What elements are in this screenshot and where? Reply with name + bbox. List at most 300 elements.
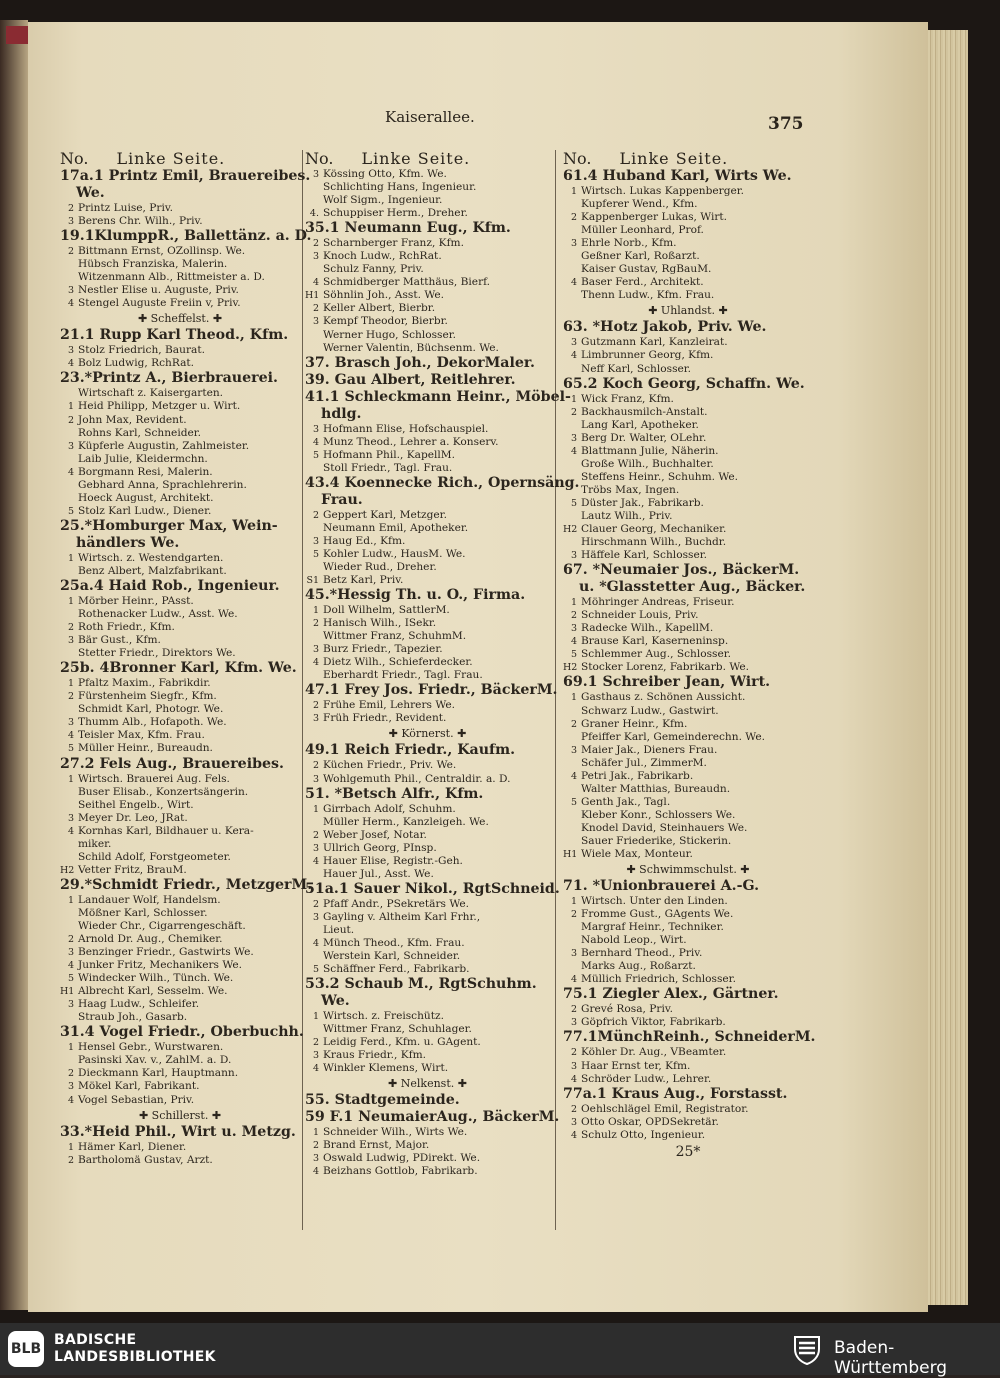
floor-number: 3 xyxy=(67,812,74,824)
floor-number: 2 xyxy=(312,829,319,841)
floor-number: 4 xyxy=(570,445,577,457)
resident-entry xyxy=(305,302,550,315)
house-entry: 61.4 Huband Karl, Wirts We. xyxy=(563,168,792,184)
floor-number: 1 xyxy=(67,401,74,413)
resident-name: Baser Ferd., Architekt. xyxy=(581,276,704,289)
resident-entry xyxy=(305,535,550,548)
resident-entry xyxy=(563,211,813,224)
floor-number: 3 xyxy=(570,948,577,960)
resident-name: Backhausmilch-Anstalt. xyxy=(581,405,708,418)
resident-entry: Wittmer Franz, SchuhmM. xyxy=(323,630,467,643)
cross-street-marker: ✚ Scheffelst. ✚ xyxy=(137,312,223,326)
floor-number: 3 xyxy=(570,432,577,444)
resident-entry: Kaiser Gustav, RgBauM. xyxy=(581,263,712,276)
resident-entry xyxy=(305,617,550,630)
resident-entry xyxy=(60,466,300,479)
resident-name: Küpferle Augustin, Zahlmeister. xyxy=(78,439,250,452)
floor-number: 5 xyxy=(312,964,319,976)
resident-entry: Lieut. xyxy=(323,923,355,936)
house-entry: 17a.1 Printz Emil, Brauereibes. xyxy=(60,168,311,184)
resident-entry: Eberhardt Friedr., Tagl. Frau. xyxy=(323,669,483,682)
column-1 xyxy=(60,149,313,1167)
floor-number: 2 xyxy=(67,691,74,703)
resident-entry xyxy=(60,690,300,703)
resident-name: Winkler Klemens, Wirt. xyxy=(323,1062,449,1075)
resident-name: Weber Josef, Notar. xyxy=(323,828,427,841)
house-entry: 41.1 Schleckmann Heinr., Möbel- xyxy=(305,388,571,405)
resident-entry xyxy=(563,1003,813,1016)
resident-entry xyxy=(60,946,300,959)
resident-entry xyxy=(563,393,813,406)
resident-entry xyxy=(60,595,300,608)
resident-entry xyxy=(305,911,550,924)
resident-name: Stolz Karl Ludw., Diener. xyxy=(78,504,212,517)
resident-name: Häffele Karl, Schlosser. xyxy=(581,549,707,562)
resident-entry xyxy=(60,552,300,565)
adjacent-page-edge xyxy=(0,20,28,1310)
resident-entry: Witzenmann Alb., Rittmeister a. D. xyxy=(78,271,265,284)
resident-entry xyxy=(563,1103,813,1116)
resident-name: Dietz Wilh., Schieferdecker. xyxy=(323,656,473,669)
resident-entry xyxy=(60,677,300,690)
house-entry: 71. *Unionbrauerei A.-G. xyxy=(563,878,760,895)
resident-entry: Nabold Leop., Wirt. xyxy=(581,934,687,947)
house-entry: 77.1MünchReinh., SchneiderM. xyxy=(563,1029,816,1046)
house-entry: 25b. 4Bronner Karl, Kfm. We. xyxy=(60,660,297,677)
floor-number: 5 xyxy=(67,973,74,985)
resident-entry xyxy=(305,712,550,725)
resident-name: Knoch Ludw., RchRat. xyxy=(323,250,442,263)
resident-name: Früh Friedr., Revident. xyxy=(323,712,447,725)
house-entry: 25a.4 Haid Rob., Ingenieur. xyxy=(60,577,280,594)
resident-entry xyxy=(305,449,550,462)
resident-entry xyxy=(563,1060,813,1073)
resident-name: Küchen Friedr., Priv. We. xyxy=(323,759,457,772)
resident-name: Bernhard Theod., Priv. xyxy=(581,947,703,960)
floor-number: 5 xyxy=(312,449,319,461)
resident-entry xyxy=(305,250,550,263)
resident-entry xyxy=(563,406,813,419)
resident-name: Hofmann Phil., KapellM. xyxy=(323,448,456,461)
resident-entry xyxy=(563,1116,813,1129)
resident-entry: Hirschmann Wilh., Buchdr. xyxy=(581,536,727,549)
resident-name: Dieckmann Karl, Hauptmann. xyxy=(78,1067,239,1080)
resident-name: John Max, Revident. xyxy=(78,413,187,426)
resident-name: Bär Gust., Kfm. xyxy=(78,634,161,647)
floor-number: 1 xyxy=(67,773,74,785)
resident-entry: Schwarz Ludw., Gastwirt. xyxy=(581,704,719,717)
resident-name: Stengel Auguste Freiin v, Priv. xyxy=(78,297,241,310)
resident-entry: Margraf Heinr., Techniker. xyxy=(581,921,724,934)
resident-name: Beizhans Gottlob, Fabrikarb. xyxy=(323,1165,478,1178)
floor-number: 4. xyxy=(309,208,319,220)
floor-number: 4 xyxy=(67,298,74,310)
resident-entry xyxy=(60,414,300,427)
resident-name: Maier Jak., Dieners Frau. xyxy=(581,743,718,756)
house-entry: 63. *Hotz Jakob, Priv. We. xyxy=(563,319,767,336)
floor-number: H2 xyxy=(60,864,75,876)
resident-name: Bittmann Ernst, OZollinsp. We. xyxy=(78,245,246,258)
resident-entry: Schlichting Hans, Ingenieur. xyxy=(323,181,477,194)
resident-entry: Wittmer Franz, Schuhlager. xyxy=(323,1023,472,1036)
resident-entry xyxy=(563,336,813,349)
floor-number: 3 xyxy=(312,1153,319,1165)
resident-entry xyxy=(305,829,550,842)
resident-entry xyxy=(305,699,550,712)
resident-entry xyxy=(305,315,550,328)
resident-entry: Marks Aug., Roßarzt. xyxy=(581,960,696,973)
resident-entry xyxy=(563,648,813,661)
resident-entry xyxy=(60,998,300,1011)
resident-entry xyxy=(60,1094,300,1107)
floor-number: 2 xyxy=(570,718,577,730)
column-side-label: Linke Seite. xyxy=(619,149,729,168)
resident-entry xyxy=(563,1016,813,1029)
floor-number: 3 xyxy=(312,423,319,435)
resident-entry xyxy=(305,963,550,976)
floor-number: H1 xyxy=(305,290,320,302)
resident-name: Bartholomä Gustav, Arzt. xyxy=(78,1153,213,1166)
floor-number: 3 xyxy=(570,623,577,635)
floor-number: 2 xyxy=(312,898,319,910)
floor-number: 4 xyxy=(570,770,577,782)
resident-name: Nestler Elise u. Auguste, Priv. xyxy=(78,284,239,297)
resident-entry xyxy=(563,1073,813,1086)
resident-entry xyxy=(305,1152,550,1165)
floor-number: 4 xyxy=(312,937,319,949)
resident-entry: Gebhard Anna, Sprachlehrerin. xyxy=(78,478,247,491)
floor-number: 2 xyxy=(570,406,577,418)
floor-number: 4 xyxy=(570,1129,577,1141)
resident-entry xyxy=(305,168,550,181)
page-stack-edge xyxy=(928,30,968,1305)
resident-entry: Große Wilh., Buchhalter. xyxy=(581,457,714,470)
resident-name: Schulz Otto, Ingenieur. xyxy=(581,1128,706,1141)
resident-entry xyxy=(60,825,300,838)
resident-entry xyxy=(60,773,300,786)
floor-number: 2 xyxy=(570,1004,577,1016)
resident-name: Frühe Emil, Lehrers We. xyxy=(323,699,455,712)
resident-name: Wirtsch. z. Westendgarten. xyxy=(78,551,224,564)
house-entry-continuation: We. xyxy=(321,993,350,1010)
resident-entry: Sauer Friederike, Stickerin. xyxy=(581,834,732,847)
floor-number: 2 xyxy=(312,303,319,315)
house-entry-continuation: hdlg. xyxy=(321,405,362,422)
resident-entry xyxy=(563,596,813,609)
resident-name: Scharnberger Franz, Kfm. xyxy=(323,237,464,250)
resident-entry xyxy=(563,661,813,674)
floor-number: 3 xyxy=(570,550,577,562)
column-header xyxy=(60,150,300,168)
resident-name: Albrecht Karl, Sesselm. We. xyxy=(78,985,228,998)
floor-number: 1 xyxy=(312,605,319,617)
floor-number: 3 xyxy=(312,911,319,923)
resident-entry: Wieder Rud., Dreher. xyxy=(323,560,437,573)
resident-entry: Seithel Engelb., Wirt. xyxy=(78,798,194,811)
resident-name: Söhnlin Joh., Asst. We. xyxy=(323,289,444,302)
house-entry: 21.1 Rupp Karl Theod., Kfm. xyxy=(60,327,289,344)
resident-name: Berg Dr. Walter, OLehr. xyxy=(581,431,707,444)
blb-logo[interactable]: BLB xyxy=(8,1331,44,1367)
resident-entry: Walter Matthias, Bureaudn. xyxy=(581,782,731,795)
resident-name: Müller Heinr., Bureaudn. xyxy=(78,742,213,755)
resident-name: Wohlgemuth Phil., Centraldir. a. D. xyxy=(323,772,511,785)
resident-entry xyxy=(60,621,300,634)
resident-name: Stocker Lorenz, Fabrikarb. We. xyxy=(581,661,749,674)
floor-number: 4 xyxy=(312,657,319,669)
resident-name: Burz Friedr., Tapezier. xyxy=(323,643,443,656)
resident-name: Graner Heinr., Kfm. xyxy=(581,717,688,730)
resident-name: Schröder Ludw., Lehrer. xyxy=(581,1072,712,1085)
floor-number: 1 xyxy=(570,896,577,908)
floor-number: 5 xyxy=(67,743,74,755)
resident-entry xyxy=(305,842,550,855)
column-side-label: Linke Seite. xyxy=(361,149,471,168)
resident-entry xyxy=(305,289,550,302)
resident-name: Möhringer Andreas, Friseur. xyxy=(581,596,735,609)
resident-entry xyxy=(60,894,300,907)
floor-number: H2 xyxy=(563,524,578,536)
floor-number: 3 xyxy=(67,345,74,357)
house-entry: 75.1 Ziegler Alex., Gärtner. xyxy=(563,986,779,1003)
floor-number: 3 xyxy=(312,1050,319,1062)
house-entry: 37. Brasch Joh., DekorMaler. xyxy=(305,354,535,371)
resident-entry: Lang Karl, Apotheker. xyxy=(581,418,699,431)
resident-name: Vetter Fritz, BrauM. xyxy=(78,863,187,876)
floor-number: 4 xyxy=(67,358,74,370)
resident-name: Haar Ernst ter, Kfm. xyxy=(581,1059,691,1072)
resident-entry: Schäfer Jul., ZimmerM. xyxy=(581,756,707,769)
floor-number: 2 xyxy=(67,203,74,214)
resident-name: Müllich Friedrich, Schlosser. xyxy=(581,973,736,986)
floor-number: H1 xyxy=(60,986,75,998)
resident-name: Fromme Gust., GAgents We. xyxy=(581,908,734,921)
resident-entry: Stetter Friedr., Direktors We. xyxy=(78,647,236,660)
floor-number: S1 xyxy=(306,575,319,587)
resident-name: Munz Theod., Lehrer a. Konserv. xyxy=(323,435,499,448)
column-side-label: Linke Seite. xyxy=(116,149,226,168)
floor-number: 3 xyxy=(570,238,577,250)
resident-entry: Laib Julie, Kleidermchn. xyxy=(78,452,208,465)
resident-entry xyxy=(305,803,550,816)
resident-entry xyxy=(60,729,300,742)
resident-name: Brand Ernst, Major. xyxy=(323,1139,430,1152)
resident-name: Leidig Ferd., Kfm. u. GAgent. xyxy=(323,1036,481,1049)
resident-entry: miker. xyxy=(78,837,112,850)
resident-name: Berens Chr. Wilh., Priv. xyxy=(78,215,203,228)
floor-number: 1 xyxy=(67,678,74,690)
floor-number: 2 xyxy=(67,1068,74,1080)
resident-name: Schäffner Ferd., Fabrikarb. xyxy=(323,963,470,976)
resident-entry: Rohns Karl, Schneider. xyxy=(78,426,202,439)
resident-entry xyxy=(305,773,550,786)
resident-name: Mörber Heinr., PAsst. xyxy=(78,594,194,607)
resident-name: Hensel Gebr., Wurstwaren. xyxy=(78,1041,224,1054)
floor-number: 4 xyxy=(67,825,74,837)
floor-number: 3 xyxy=(67,635,74,647)
floor-number: 2 xyxy=(312,1037,319,1049)
resident-name: Pfaltz Maxim., Fabrikdir. xyxy=(78,677,211,690)
resident-entry xyxy=(305,1126,550,1139)
resident-entry: Hübsch Franziska, Malerin. xyxy=(78,258,228,271)
resident-entry xyxy=(60,985,300,998)
resident-entry xyxy=(60,972,300,985)
resident-entry xyxy=(60,742,300,755)
resident-entry: Knodel David, Steinhauers We. xyxy=(581,821,748,834)
floor-number: 3 xyxy=(570,1060,577,1072)
resident-entry: Stoll Friedr., Tagl. Frau. xyxy=(323,461,453,474)
floor-number: 5 xyxy=(570,649,577,661)
house-entry-continuation: u. *Glasstetter Aug., Bäcker. xyxy=(579,579,806,596)
resident-entry: Kupferer Wend., Kfm. xyxy=(581,198,698,211)
house-entry: 43.4 Koennecke Rich., Opernsäng. xyxy=(305,474,580,491)
column-header xyxy=(563,150,813,168)
house-entry: 45.*Hessig Th. u. O., Firma. xyxy=(305,587,526,604)
floor-number: H1 xyxy=(563,849,578,861)
resident-entry: Geßner Karl, Roßarzt. xyxy=(581,250,700,263)
resident-entry xyxy=(563,973,813,986)
resident-entry: Buser Elisab., Konzertsängerin. xyxy=(78,785,249,798)
resident-entry xyxy=(60,215,300,228)
column-divider xyxy=(302,150,303,1230)
resident-name: Stolz Friedrich, Baurat. xyxy=(78,344,205,357)
house-entry-continuation: We. xyxy=(76,185,105,201)
resident-entry: Müller Leonhard, Prof. xyxy=(581,224,704,237)
resident-name: Kohler Ludw., HausM. We. xyxy=(323,547,466,560)
resident-entry: Neumann Emil, Apotheker. xyxy=(323,521,469,534)
resident-name: Wirtsch. Unter den Linden. xyxy=(581,895,728,908)
floor-number: 2 xyxy=(67,934,74,946)
resident-entry xyxy=(60,1067,300,1080)
floor-number: 3 xyxy=(312,251,319,263)
house-entry: 69.1 Schreiber Jean, Wirt. xyxy=(563,674,771,691)
resident-name: Wirtsch. Brauerei Aug. Fels. xyxy=(78,772,230,785)
resident-entry xyxy=(563,237,813,250)
floor-number: 2 xyxy=(570,909,577,921)
resident-entry xyxy=(60,245,300,258)
resident-entry xyxy=(305,656,550,669)
floor-number: 2 xyxy=(570,1047,577,1059)
resident-entry xyxy=(305,759,550,772)
column-no-label: No. xyxy=(60,149,89,168)
house-entry: 51a.1 Sauer Nikol., RgtSchneid. xyxy=(305,880,560,897)
resident-entry xyxy=(60,959,300,972)
floor-number: 4 xyxy=(67,730,74,742)
floor-number: 1 xyxy=(67,1042,74,1054)
resident-entry: Hauer Jul., Asst. We. xyxy=(323,867,434,880)
cross-street-marker: ✚ Nelkenst. ✚ xyxy=(388,1077,467,1091)
cross-street-marker: ✚ Schillerst. ✚ xyxy=(138,1108,222,1122)
house-entry: 77a.1 Kraus Aug., Forstasst. xyxy=(563,1085,788,1102)
state-name[interactable]: Baden-Württemberg xyxy=(834,1338,948,1378)
resident-entry xyxy=(563,276,813,289)
floor-number: 2 xyxy=(570,212,577,224)
resident-name: Schneider Wilh., Wirts We. xyxy=(323,1126,468,1139)
resident-entry: Werner Hugo, Schlosser. xyxy=(323,328,457,341)
resident-name: Kornhas Karl, Bildhauer u. Kera- xyxy=(78,824,254,837)
floor-number: 2 xyxy=(570,1103,577,1115)
floor-number: 4 xyxy=(570,277,577,289)
resident-name: Keller Albert, Bierbr. xyxy=(323,302,436,315)
resident-entry: Kleber Konr., Schlossers We. xyxy=(581,808,736,821)
resident-name: Pfaff Andr., PSekretärs We. xyxy=(323,897,470,910)
resident-entry xyxy=(60,812,300,825)
resident-name: Genth Jak., Tagl. xyxy=(581,795,671,808)
resident-name: Clauer Georg, Mechaniker. xyxy=(581,523,727,536)
resident-name: Blattmann Julie, Näherin. xyxy=(581,444,719,457)
resident-entry xyxy=(60,634,300,647)
resident-entry xyxy=(60,864,300,877)
floor-number: 1 xyxy=(67,1141,74,1153)
column-3 xyxy=(563,149,816,1160)
resident-entry xyxy=(60,1141,300,1154)
resident-entry xyxy=(60,716,300,729)
resident-entry xyxy=(305,423,550,436)
floor-number: 2 xyxy=(312,238,319,250)
resident-entry xyxy=(305,643,550,656)
resident-entry xyxy=(563,770,813,783)
resident-name: Hauer Elise, Registr.-Geh. xyxy=(323,854,463,867)
resident-entry: Müller Herm., Kanzleigeh. We. xyxy=(323,815,489,828)
resident-entry xyxy=(563,796,813,809)
resident-name: Wirtsch. Lukas Kappenberger. xyxy=(581,185,745,197)
library-name-line2: LANDESBIBLIOTHEK xyxy=(54,1349,216,1365)
resident-entry xyxy=(563,1046,813,1059)
resident-entry: Thenn Ludw., Kfm. Frau. xyxy=(581,289,715,302)
resident-name: Geppert Karl, Metzger. xyxy=(323,508,447,521)
floor-number: 1 xyxy=(312,803,319,815)
library-name[interactable] xyxy=(54,1332,216,1366)
resident-name: Windecker Wilh., Tünch. We. xyxy=(78,972,234,985)
resident-name: Landauer Wolf, Handelsm. xyxy=(78,893,221,906)
resident-name: Betz Karl, Priv. xyxy=(323,574,404,587)
floor-number: 1 xyxy=(67,595,74,607)
coat-of-arms-icon xyxy=(792,1333,822,1365)
house-entry: 65.2 Koch Georg, Schaffn. We. xyxy=(563,375,805,392)
resident-entry xyxy=(563,691,813,704)
column-no-label: No. xyxy=(563,149,592,168)
resident-name: Hanisch Wilh., ISekr. xyxy=(323,617,437,630)
floor-number: 4 xyxy=(312,277,319,289)
resident-name: Thumm Alb., Hofapoth. We. xyxy=(78,716,227,729)
column-no-label: No. xyxy=(305,149,334,168)
resident-name: Oswald Ludwig, PDirekt. We. xyxy=(323,1152,481,1165)
resident-entry xyxy=(563,744,813,757)
floor-number: 2 xyxy=(312,1140,319,1152)
resident-entry: Hoeck August, Architekt. xyxy=(78,491,214,504)
resident-entry: Wolf Sigm., Ingenieur. xyxy=(323,194,443,207)
resident-entry xyxy=(563,609,813,622)
resident-entry xyxy=(563,523,813,536)
floor-number: 5 xyxy=(312,548,319,560)
floor-number: 5 xyxy=(67,505,74,517)
resident-name: Limbrunner Georg, Kfm. xyxy=(581,349,714,362)
resident-entry xyxy=(305,1062,550,1075)
resident-name: Gasthaus z. Schönen Aussicht. xyxy=(581,691,746,704)
resident-name: Gutzmann Karl, Kanzleirat. xyxy=(581,336,728,349)
floor-number: 4 xyxy=(312,1166,319,1178)
resident-name: Arnold Dr. Aug., Chemiker. xyxy=(78,933,223,946)
resident-entry xyxy=(305,1165,550,1178)
floor-number: 3 xyxy=(67,216,74,228)
floor-number: 2 xyxy=(312,760,319,772)
floor-number: 1 xyxy=(67,894,74,906)
floor-number: 3 xyxy=(67,947,74,959)
floor-number: 1 xyxy=(570,186,577,197)
resident-name: Ehrle Norb., Kfm. xyxy=(581,237,677,250)
resident-entry: Rothenacker Ludw., Asst. We. xyxy=(78,608,238,621)
resident-entry: Werstein Karl, Schneider. xyxy=(323,950,461,963)
